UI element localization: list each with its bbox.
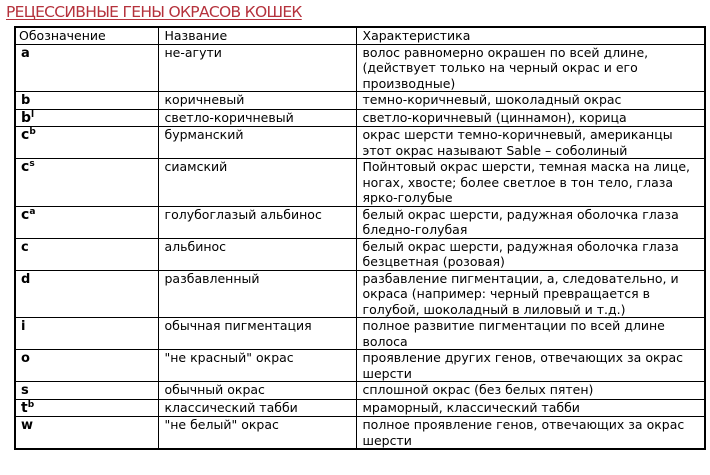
gene-designation-cell [15, 159, 158, 207]
gene-characteristic-cell: светло-коричневый (циннамон), корица [356, 109, 705, 127]
gene-code [21, 159, 35, 175]
gene-characteristic-cell: белый окрас шерсти, радужная оболочка глаза безцветная (розовая) [356, 238, 705, 270]
gene-characteristic-cell: волос равномерно окрашен по всей длине, (действует только на черный окрас и его производные) [356, 44, 705, 92]
gene-code-letter: c [21, 159, 30, 175]
gene-code [21, 351, 30, 366]
gene-code [21, 207, 35, 223]
table-row [15, 350, 705, 382]
table-row [15, 238, 705, 270]
gene-name-cell: коричневый [158, 92, 356, 110]
gene-name-cell: обычный окрас [158, 382, 356, 400]
gene-characteristic-cell: полное проявление генов, отвечающих за окрас шерсти [356, 417, 705, 450]
gene-characteristic-cell: сплошной окрас (без белых пятен) [356, 382, 705, 400]
gene-designation-cell [15, 399, 158, 417]
gene-code [21, 240, 29, 255]
gene-name-cell: сиамский [158, 159, 356, 207]
gene-allele-superscript: a [29, 206, 36, 217]
gene-code [21, 272, 30, 287]
column-header-designation: Обозначение [15, 27, 158, 44]
gene-code-letter: c [21, 206, 30, 223]
page-title: РЕЦЕССИВНЫЕ ГЕНЫ ОКРАСОВ КОШЕК [6, 3, 302, 21]
gene-characteristic-cell: темно-коричневый, шоколадный окрас [356, 92, 705, 110]
gene-code-letter: t [21, 399, 28, 416]
gene-name-cell: "не красный" окрас [158, 350, 356, 382]
gene-designation-cell [15, 382, 158, 400]
gene-code-letter: o [21, 351, 30, 366]
gene-name-cell: бурманский [158, 127, 356, 159]
gene-name-cell: голубоглазый альбинос [158, 206, 356, 238]
gene-characteristic-cell: разбавление пигментации, а, следовательно, и окраса (например: черный превращается в голубой, шоколадный в лиловый и т.д.) [356, 270, 705, 318]
gene-name-cell: разбавленный [158, 270, 356, 318]
gene-code [21, 46, 30, 61]
gene-code [21, 93, 30, 108]
gene-allele-superscript: l [31, 109, 35, 120]
table-header-row [15, 27, 705, 44]
gene-designation-cell [15, 206, 158, 238]
recessive-genes-table [14, 26, 706, 450]
gene-characteristic-cell: проявление других генов, отвечающих за окрас шерсти [356, 350, 705, 382]
gene-characteristic-cell: окрас шерсти темно-коричневый, американцы этот окрас называют Sable – соболиный [356, 127, 705, 159]
gene-name-cell: классический табби [158, 399, 356, 417]
gene-allele-superscript: b [29, 127, 36, 137]
gene-designation-cell [15, 44, 158, 92]
gene-allele-superscript: b [27, 399, 35, 410]
table-row [15, 109, 705, 127]
table-row [15, 206, 705, 238]
gene-code-letter: c [21, 127, 30, 143]
table-row [15, 159, 705, 207]
gene-designation-cell [15, 350, 158, 382]
gene-name-cell: "не белый" окрас [158, 417, 356, 450]
gene-code-letter: c [21, 239, 29, 255]
gene-designation-cell [15, 318, 158, 350]
gene-name-cell: обычная пигментация [158, 318, 356, 350]
gene-designation-cell [15, 109, 158, 127]
gene-code-letter: w [21, 418, 34, 433]
table-row [15, 92, 705, 110]
gene-designation-cell [15, 127, 158, 159]
gene-code [21, 127, 36, 143]
gene-name-cell: светло-коричневый [158, 109, 356, 127]
gene-code [21, 110, 34, 126]
gene-characteristic-cell: Пойнтовый окрас шерсти, темная маска на лице, ногах, хвосте; более светлое в тон тело, глаза ярко-голубые [356, 159, 705, 207]
gene-designation-cell [15, 92, 158, 110]
gene-code [21, 418, 33, 433]
gene-designation-cell [15, 270, 158, 318]
gene-code-letter: d [21, 271, 31, 287]
gene-code [21, 383, 29, 398]
table-row [15, 270, 705, 318]
gene-code [21, 400, 34, 416]
gene-allele-superscript: s [29, 159, 35, 169]
gene-code-letter: b [21, 109, 32, 126]
table-row [15, 417, 705, 450]
table-row [15, 382, 705, 400]
gene-code-letter: b [21, 93, 31, 108]
gene-code-letter: i [21, 319, 26, 334]
gene-designation-cell [15, 417, 158, 450]
column-header-characteristic: Характеристика [356, 27, 705, 44]
gene-name-cell: не-агути [158, 44, 356, 92]
gene-code-letter: a [21, 45, 30, 61]
table-row [15, 318, 705, 350]
gene-code [21, 319, 25, 334]
column-header-name: Название [158, 27, 356, 44]
gene-designation-cell [15, 238, 158, 270]
gene-characteristic-cell: полное развитие пигментации по всей длине волоса [356, 318, 705, 350]
gene-name-cell: альбинос [158, 238, 356, 270]
gene-characteristic-cell: мраморный, классический табби [356, 399, 705, 417]
table-row [15, 44, 705, 92]
gene-characteristic-cell: белый окрас шерсти, радужная оболочка глаза бледно-голубая [356, 206, 705, 238]
table-row [15, 127, 705, 159]
gene-code-letter: s [21, 383, 29, 398]
table-row [15, 399, 705, 417]
